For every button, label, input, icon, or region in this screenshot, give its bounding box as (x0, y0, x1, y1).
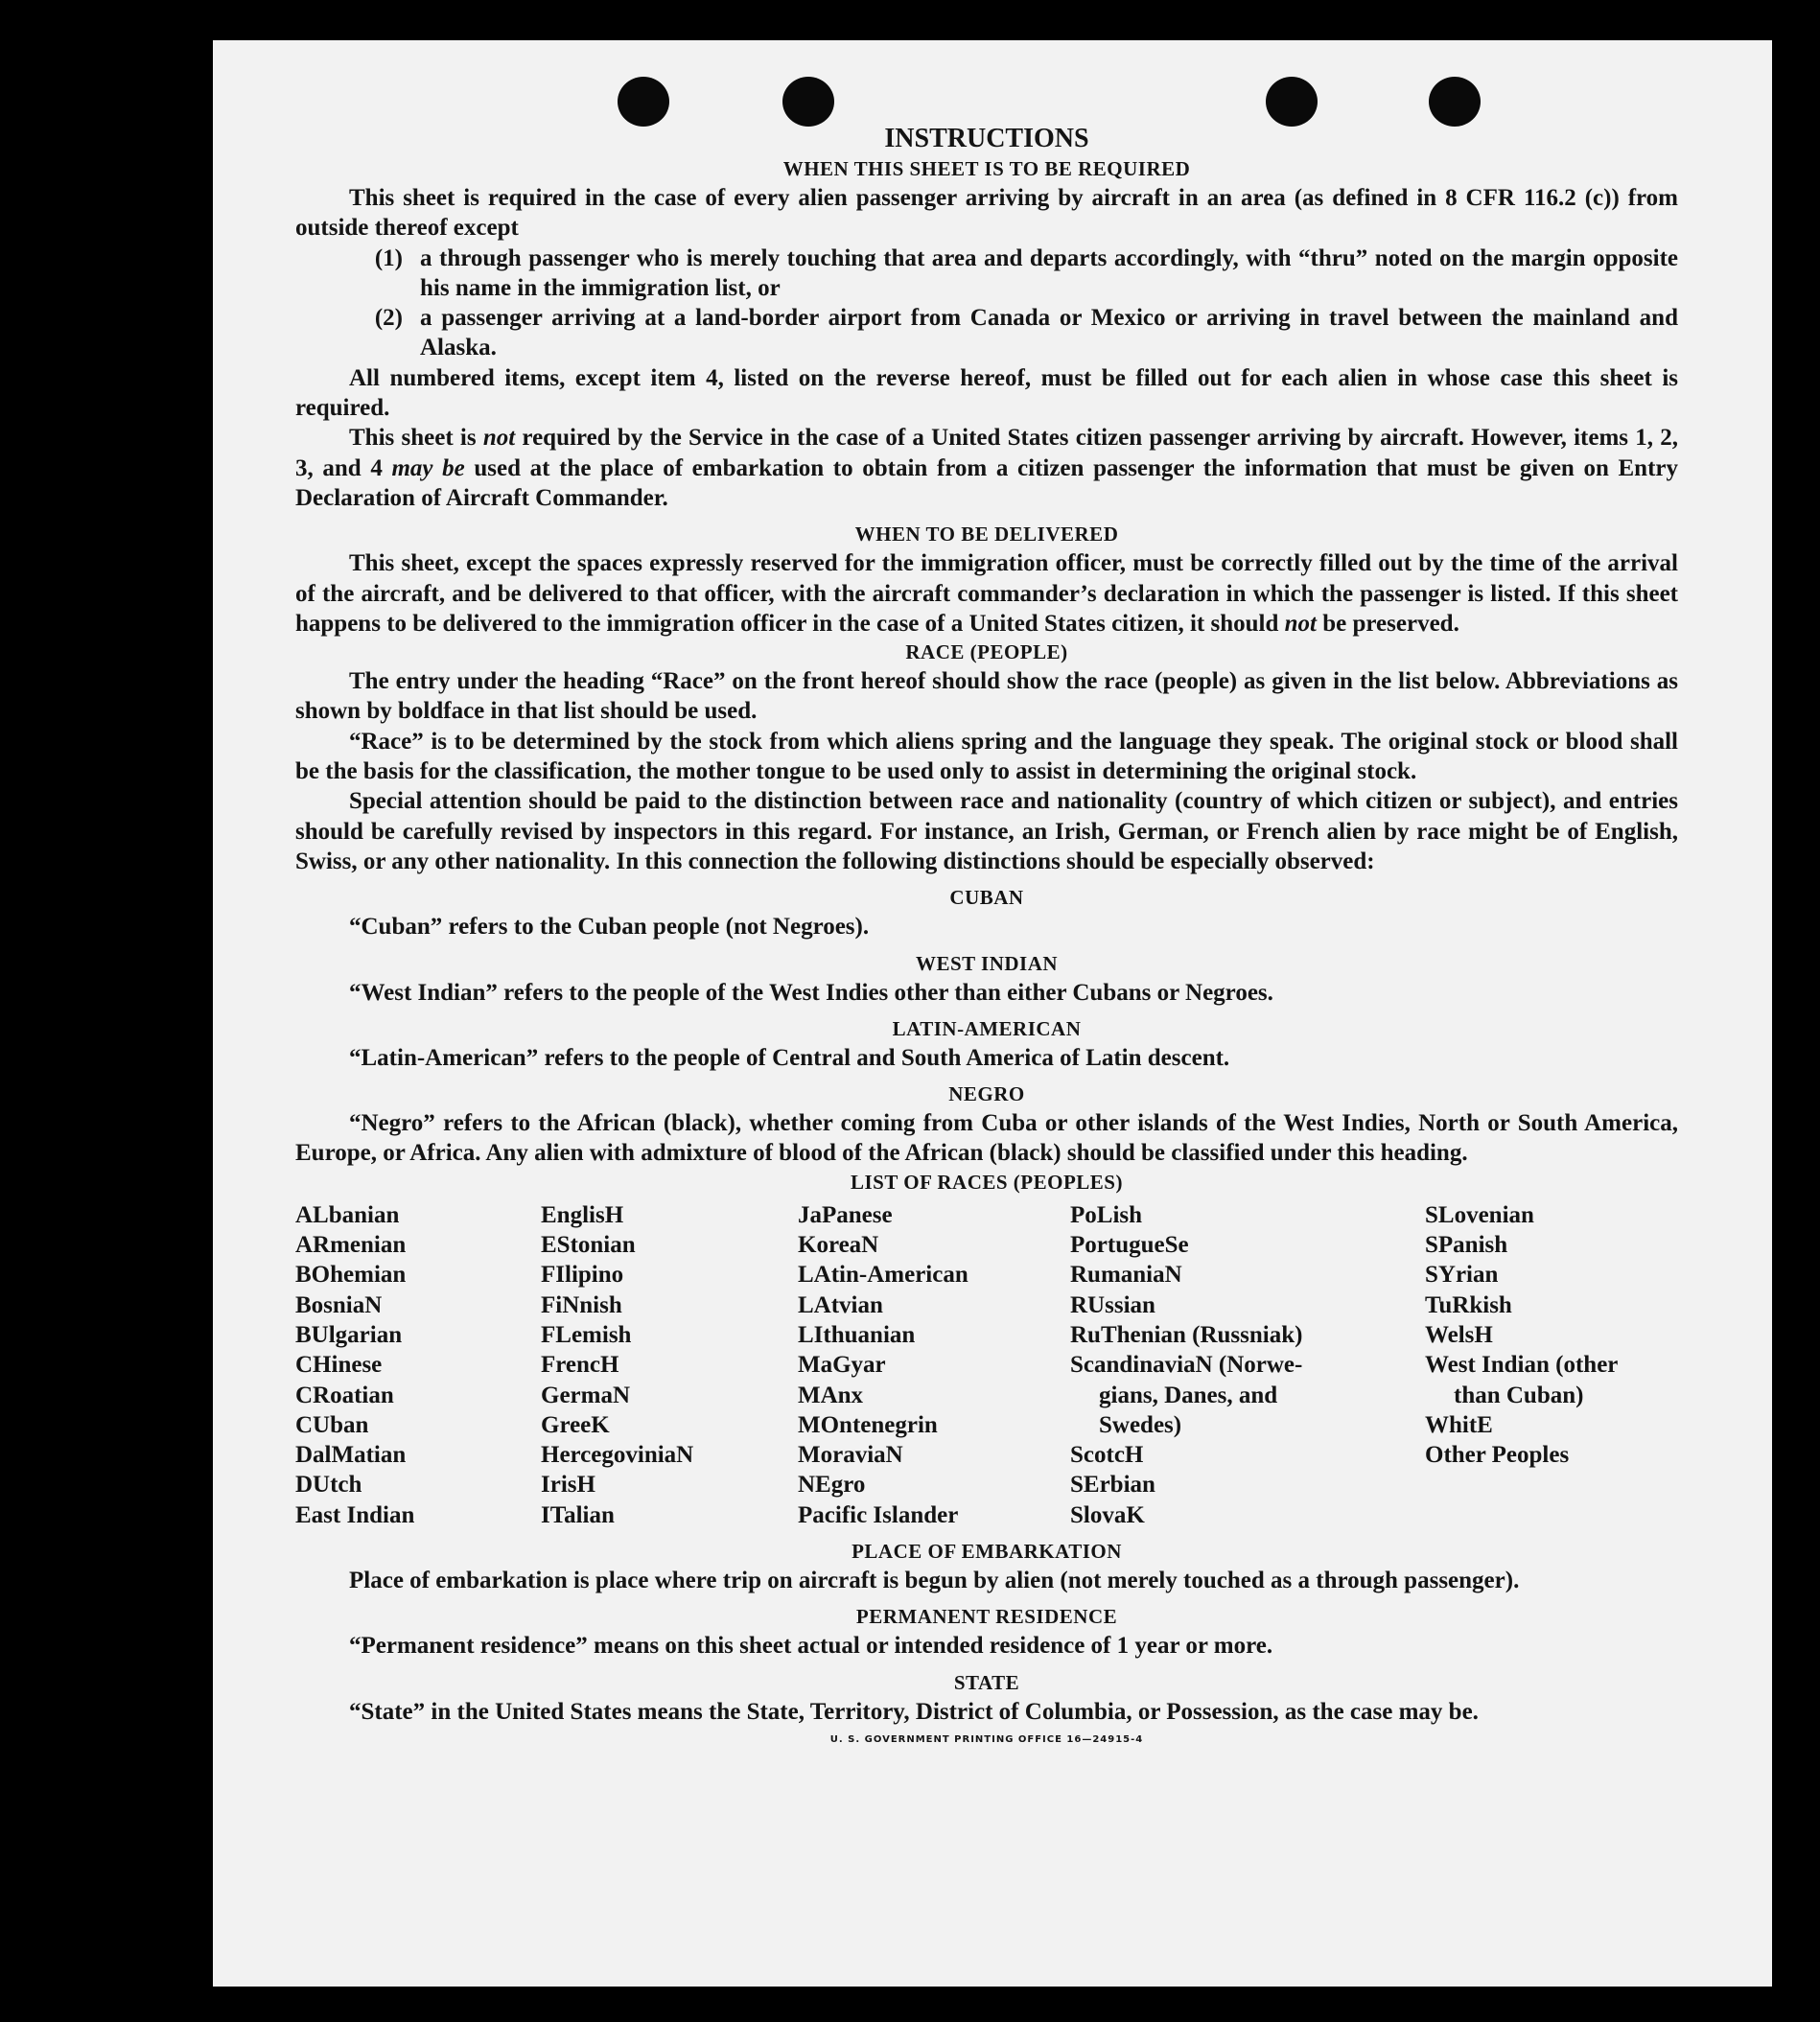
document-sheet (213, 40, 1772, 1987)
race-entry: LIthuanian (798, 1321, 916, 1348)
paragraph: “Race” is to be determined by the stock from which aliens spring and the language they speak. The original stock or blood shall be the basis for the classification, the mother tongue to be used only to assist in determining the original stock. (295, 728, 1678, 785)
race-entry: PoLish (1070, 1201, 1143, 1228)
paragraph: Special attention should be paid to the distinction between race and nationality (country of which citizen or subject), and entries should be carefully revised by inspectors in this regard. For instance, an Irish, German, or French alien by race might be of English, Swiss, or any other nationality. In this connection the following distinctions should be especially observed: (295, 788, 1678, 874)
race-column (295, 1200, 541, 1530)
race-entry: Swedes) (1099, 1411, 1182, 1438)
paragraph: “Negro” refers to the African (black), whether coming from Cuba or other islands of the West Indies, North or South America, Europe, or Africa. Any alien with admixture of blood of the African (black) should be classified under this heading. (295, 1110, 1678, 1167)
race-entry: FrencH (541, 1352, 619, 1379)
race-entry: EnglisH (541, 1201, 624, 1228)
paragraph: Place of embarkation is place where trip on aircraft is begun by alien (not merely touched as a through passenger). (349, 1567, 1520, 1593)
race-entry: JaPanese (798, 1201, 893, 1228)
emphasis: not (482, 425, 516, 452)
paragraph: The entry under the heading “Race” on the front hereof should show the race (people) as given in the list below. Abbreviations as shown by boldface in that list should be used. (295, 668, 1678, 725)
item-number: (2) (374, 305, 403, 332)
race-entry: KoreaN (798, 1232, 879, 1259)
race-entry: TuRkish (1425, 1291, 1512, 1318)
race-entry: Other Peoples (1425, 1442, 1570, 1469)
item-number: (1) (374, 244, 403, 271)
race-entry: EStonian (541, 1232, 636, 1259)
race-entry: MAnx (798, 1382, 864, 1408)
race-entry: SLovenian (1425, 1201, 1534, 1228)
section-heading: LIST OF RACES (PEOPLES) (851, 1170, 1123, 1194)
race-entry: ScandinaviaN (Norwe- (1070, 1352, 1303, 1379)
punch-hole (1266, 77, 1318, 127)
race-list (295, 1200, 1678, 1530)
text-run: required by the Service in the case of a United States citizen passenger arriving by aircraft. However, items 1, 2, 3, and 4 (295, 425, 1678, 481)
race-entry: BUlgarian (295, 1321, 403, 1348)
text-run: used at the place of embarkation to obtain from a citizen passenger the information that must be given on Entry Declaration of Aircraft Commander. (295, 454, 1678, 511)
race-entry: HercegoviniaN (541, 1442, 694, 1469)
race-entry: LAtvian (798, 1291, 883, 1318)
race-entry: ARmenian (295, 1232, 407, 1259)
race-entry: FLemish (541, 1321, 632, 1348)
race-column (798, 1200, 1070, 1530)
race-entry: SYrian (1425, 1262, 1499, 1289)
paragraph: “State” in the United States means the State, Territory, District of Columbia, or Possession, as the case may be. (349, 1698, 1479, 1725)
race-entry: GreeK (541, 1411, 610, 1438)
section-heading: RACE (PEOPLE) (905, 640, 1068, 664)
race-entry: SErbian (1070, 1472, 1155, 1499)
paragraph: “Permanent residence” means on this sheet actual or intended residence of 1 year or more. (349, 1633, 1273, 1660)
list-item (295, 303, 1678, 363)
race-entry: RumaniaN (1070, 1262, 1182, 1289)
race-entry: Pacific Islander (798, 1501, 959, 1528)
paragraph: This sheet is required in the case of every alien passenger arriving by aircraft in an area (as defined in 8 CFR 116.2 (c)) from outside thereof except (295, 185, 1678, 242)
section-heading: STATE (953, 1670, 1020, 1694)
emphasis: not (1284, 610, 1317, 637)
race-entry: DalMatian (295, 1442, 407, 1469)
race-column (541, 1200, 798, 1530)
text-run: be preserved. (1317, 610, 1459, 637)
race-entry: MOntenegrin (798, 1411, 938, 1438)
paragraph: “Cuban” refers to the Cuban people (not Negroes). (349, 914, 870, 941)
section-heading: LATIN-AMERICAN (892, 1016, 1082, 1040)
paragraph: All numbered items, except item 4, listed on the reverse hereof, must be filled out for each alien in whose case this sheet is required. (295, 364, 1678, 422)
list-item (295, 244, 1678, 304)
race-entry: WelsH (1425, 1321, 1493, 1348)
race-entry: ALbanian (295, 1201, 400, 1228)
section-heading: WHEN TO BE DELIVERED (854, 523, 1119, 546)
race-entry: CUban (295, 1411, 369, 1438)
text-run: This sheet, except the spaces expressly reserved for the immigration officer, must be correctly filled out by the time of the arrival of the aircraft, and be delivered to that officer, with the aircraft commander’s declaration in which the passenger is listed. If this sheet happens to be delivered to the immigration officer in the case of a United States citizen, it should (295, 550, 1678, 637)
document-title: INSTRUCTIONS (884, 124, 1089, 153)
punch-hole (782, 77, 834, 127)
item-text: a passenger arriving at a land-border airport from Canada or Mexico or arriving in travel between the mainland and Alaska. (420, 305, 1678, 361)
race-entry: BosniaN (295, 1291, 383, 1318)
race-entry: DUtch (295, 1472, 362, 1499)
section-heading: WEST INDIAN (915, 951, 1059, 975)
race-column (1425, 1200, 1678, 1530)
section-heading: CUBAN (949, 886, 1024, 910)
section-heading: NEGRO (948, 1082, 1025, 1106)
race-entry: IrisH (541, 1472, 595, 1499)
section-heading: WHEN THIS SHEET IS TO BE REQUIRED (782, 157, 1191, 180)
text-run: This sheet is (349, 425, 483, 452)
race-entry: ScotcH (1070, 1442, 1144, 1469)
section-heading: PERMANENT RESIDENCE (855, 1605, 1118, 1629)
race-entry: East Indian (295, 1501, 415, 1528)
race-entry: than Cuban) (1454, 1382, 1584, 1408)
race-entry: FiNnish (541, 1291, 622, 1318)
race-entry: WhitE (1425, 1411, 1493, 1438)
race-entry: MoraviaN (798, 1442, 903, 1469)
printer-imprint: U. S. GOVERNMENT PRINTING OFFICE 16—24915‑4 (829, 1733, 1144, 1745)
document-body (295, 123, 1678, 1748)
paragraph (295, 423, 1678, 513)
item-text: a through passenger who is merely touching that area and departs accordingly, with “thru” noted on the margin opposite his name in the immigration list, or (420, 244, 1678, 301)
emphasis: may be (391, 454, 465, 481)
race-entry: LAtin-American (798, 1262, 968, 1289)
paragraph: “West Indian” refers to the people of the West Indies other than either Cubans or Negroes. (349, 979, 1273, 1006)
paragraph (295, 548, 1678, 639)
race-entry: RuThenian (Russniak) (1070, 1321, 1303, 1348)
race-entry: FIlipino (541, 1262, 624, 1289)
race-entry: West Indian (other (1425, 1352, 1619, 1379)
race-entry: PortugueSe (1070, 1232, 1189, 1259)
race-entry: NEgro (798, 1472, 866, 1499)
section-heading: PLACE OF EMBARKATION (852, 1539, 1122, 1563)
race-column (1070, 1200, 1425, 1530)
paragraph: “Latin-American” refers to the people of Central and South America of Latin descent. (349, 1044, 1230, 1071)
race-entry: BOhemian (295, 1262, 407, 1289)
race-entry: gians, Danes, and (1099, 1382, 1278, 1408)
race-entry: GermaN (541, 1382, 631, 1408)
race-entry: RUssian (1070, 1291, 1155, 1318)
race-entry: CRoatian (295, 1382, 394, 1408)
race-entry: SPanish (1425, 1232, 1508, 1259)
punch-hole (1429, 77, 1481, 127)
race-entry: ITalian (541, 1501, 615, 1528)
race-entry: CHinese (295, 1352, 383, 1379)
punch-hole (618, 77, 669, 127)
race-entry: SlovaK (1070, 1501, 1145, 1528)
race-entry: MaGyar (798, 1352, 886, 1379)
